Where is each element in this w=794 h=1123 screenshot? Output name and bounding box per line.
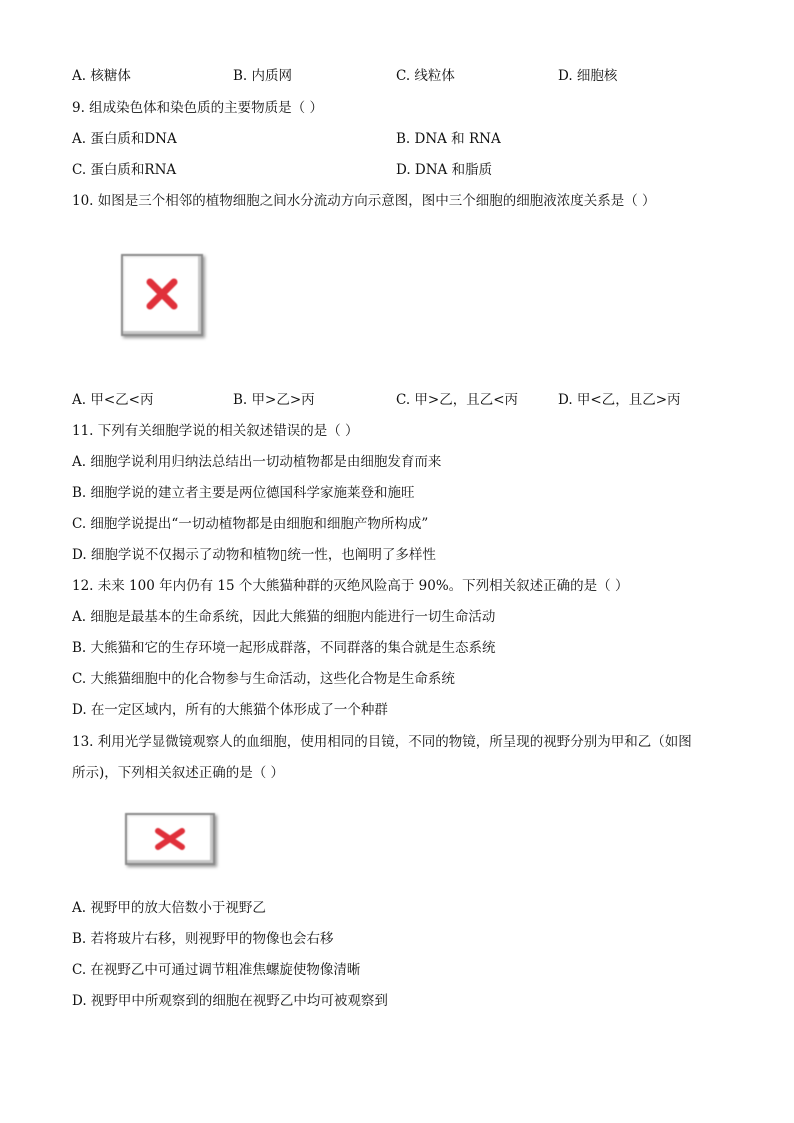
q13-option-a: A. 视野甲的放大倍数小于视野乙: [72, 900, 266, 916]
q12-option-d: D. 在一定区域内，所有的大熊猫个体形成了一个种群: [72, 702, 388, 718]
q10-option-b: B. 甲>乙>丙: [233, 392, 315, 408]
q12-option-c: C. 大熊猫细胞中的化合物参与生命活动，这些化合物是生命系统: [72, 671, 455, 687]
q9-option-d: D. DNA 和脂质: [396, 162, 493, 178]
broken-image-icon: [123, 256, 201, 334]
q11-option-b: B. 细胞学说的建立者主要是两位德国科学家施莱登和施旺: [72, 485, 415, 501]
q10-option-c: C. 甲>乙，且乙<丙: [396, 392, 519, 408]
q13-option-b: B. 若将玻片右移，则视野甲的物像也会右移: [72, 931, 334, 947]
q10-option-a: A. 甲<乙<丙: [72, 392, 154, 408]
q11-option-d: D. 细胞学说不仅揭示了动物和植物▯统一性，也阐明了多样性: [72, 547, 436, 563]
q11-option-c: C. 细胞学说提出“一切动植物都是由细胞和细胞产物所构成”: [72, 516, 429, 532]
q10-figure: [121, 254, 203, 336]
q9-option-b: B. DNA 和 RNA: [396, 131, 501, 147]
q13-option-c: C. 在视野乙中可通过调节粗准焦螺旋使物像清晰: [72, 962, 361, 978]
q13-option-d: D. 视野甲中所观察到的细胞在视野乙中均可被观察到: [72, 993, 388, 1009]
q8-option-b: B. 内质网: [233, 68, 293, 84]
q10-option-d: D. 甲<乙，且乙>丙: [558, 392, 681, 408]
q8-option-a: A. 核糖体: [72, 68, 131, 84]
q9-stem: 9. 组成染色体和染色质的主要物质是（ ）: [72, 100, 323, 116]
broken-image-icon: [127, 815, 213, 863]
q12-option-a: A. 细胞是最基本的生命系统，因此大熊猫的细胞内能进行一切生命活动: [72, 609, 496, 625]
q11-stem: 11. 下列有关细胞学说的相关叙述错误的是（ ）: [72, 423, 359, 439]
q9-option-a: A. 蛋白质和DNA: [72, 131, 177, 147]
q13-stem-line2: 所示)，下列相关叙述正确的是（ ）: [72, 765, 285, 781]
q12-option-b: B. 大熊猫和它的生存环境一起形成群落，不同群落的集合就是生态系统: [72, 640, 496, 656]
q9-option-c: C. 蛋白质和RNA: [72, 162, 177, 178]
q10-stem: 10. 如图是三个相邻的植物细胞之间水分流动方向示意图，图中三个细胞的细胞液浓度关系是（ ）: [72, 193, 656, 209]
q11-option-a: A. 细胞学说利用归纳法总结出一切动植物都是由细胞发育而来: [72, 454, 442, 470]
q12-stem: 12. 未来 100 年内仍有 15 个大熊猫种群的灭绝风险高于 90%。下列相关叙述正确的是（ ）: [72, 578, 629, 594]
q8-option-d: D. 细胞核: [558, 68, 618, 84]
q13-figure: [125, 813, 215, 865]
q13-stem-line1: 13. 利用光学显微镜观察人的血细胞，使用相同的目镜，不同的物镜，所呈现的视野分别为甲和乙（如图: [72, 734, 692, 750]
q8-option-c: C. 线粒体: [396, 68, 455, 84]
